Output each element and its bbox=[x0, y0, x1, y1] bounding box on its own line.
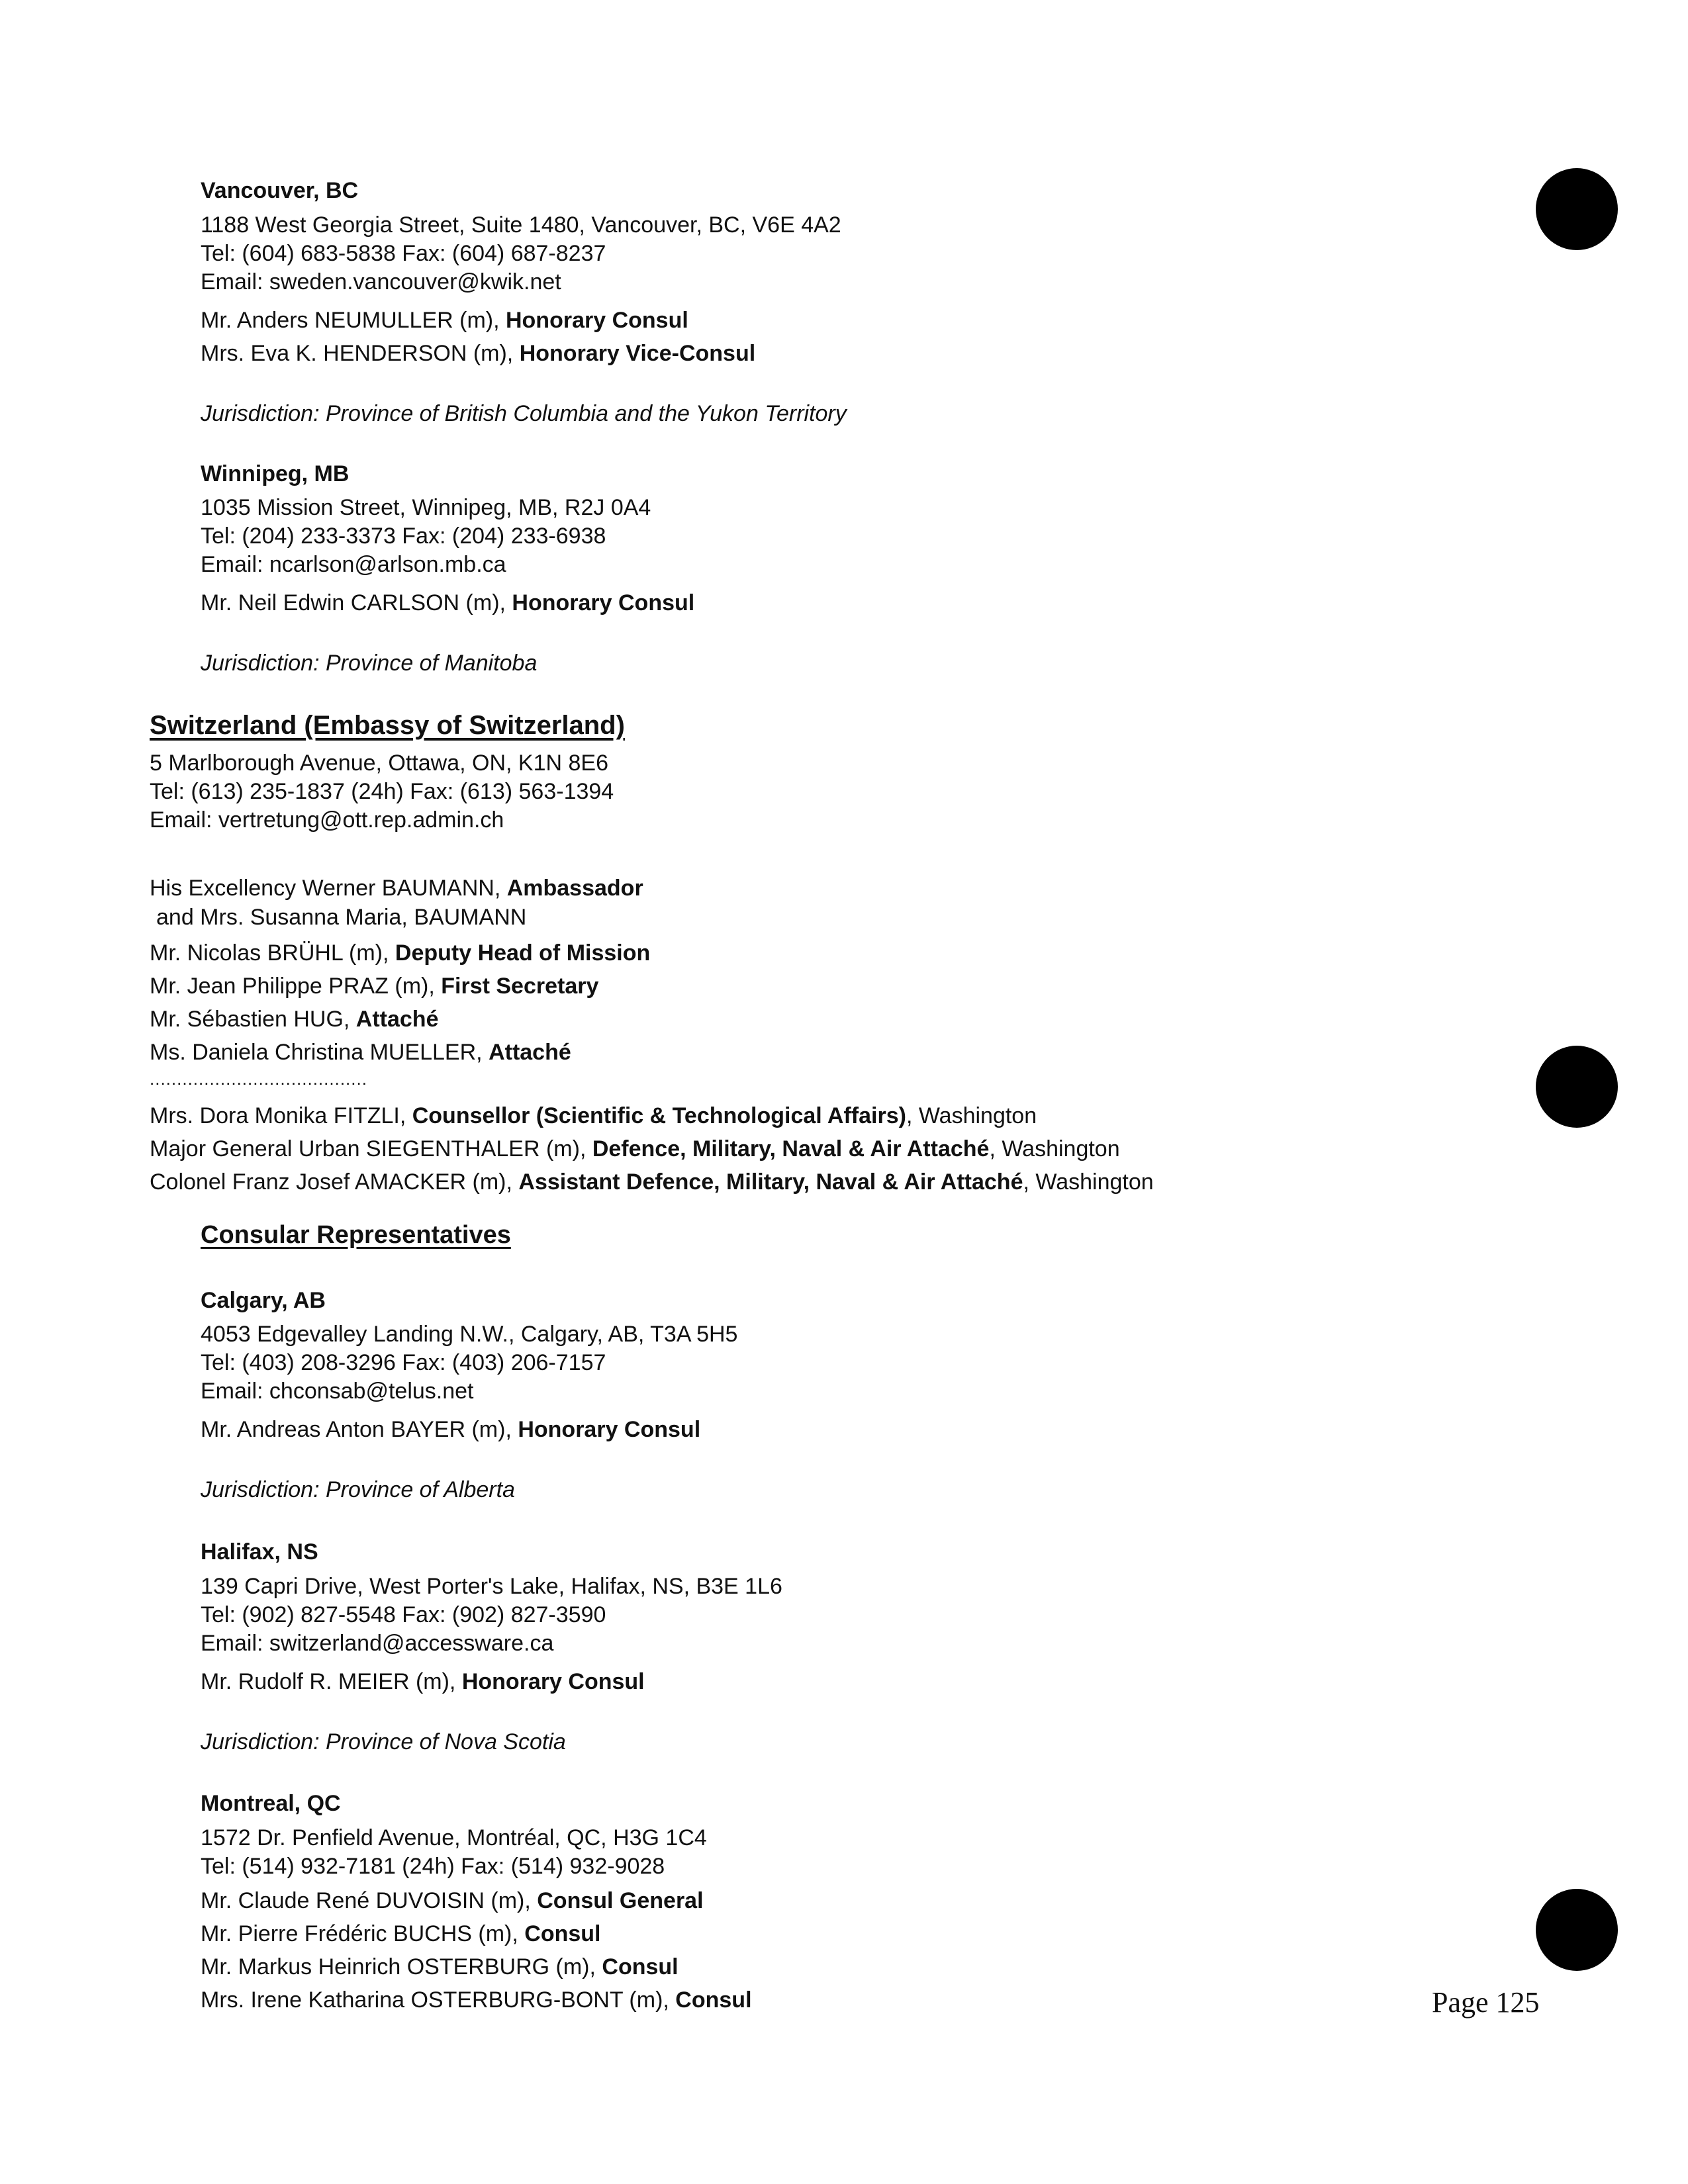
person-title: Honorary Consul bbox=[461, 1669, 645, 1694]
phone-montreal: Tel: (514) 932-7181 (24h) Fax: (514) 932-9028 bbox=[201, 1854, 665, 1879]
person-name: Mr. Anders NEUMULLER (m), bbox=[201, 308, 506, 333]
address-winnipeg: 1035 Mission Street, Winnipeg, MB, R2J 0A4 bbox=[201, 495, 651, 520]
person-line bbox=[201, 1954, 679, 1980]
person-name: Mr. Markus Heinrich OSTERBURG (m), bbox=[201, 1954, 602, 1979]
person-title: Counsellor (Scientific & Technological Affairs) bbox=[412, 1103, 906, 1128]
embassy-address: 5 Marlborough Avenue, Ottawa, ON, K1N 8E6 bbox=[150, 751, 608, 776]
person-name: Mr. Neil Edwin CARLSON (m), bbox=[201, 590, 512, 615]
punch-hole bbox=[1536, 168, 1618, 250]
email-halifax: Email: switzerland@accessware.ca bbox=[201, 1631, 554, 1656]
phone-vancouver: Tel: (604) 683-5838 Fax: (604) 687-8237 bbox=[201, 241, 606, 266]
person-name: Mr. Rudolf R. MEIER (m), bbox=[201, 1669, 462, 1694]
address-halifax: 139 Capri Drive, West Porter's Lake, Halifax, NS, B3E 1L6 bbox=[201, 1574, 782, 1599]
jurisdiction-halifax: Jurisdiction: Province of Nova Scotia bbox=[201, 1729, 566, 1754]
person-title: Assistant Defence, Military, Naval & Air Attaché bbox=[518, 1169, 1023, 1195]
person-location: , Washington bbox=[906, 1103, 1037, 1128]
person-line bbox=[201, 1888, 704, 1914]
person-line bbox=[201, 1416, 700, 1443]
punch-hole bbox=[1536, 1046, 1618, 1128]
person-name: Mrs. Dora Monika FITZLI, bbox=[150, 1103, 412, 1128]
person-line bbox=[201, 1921, 600, 1947]
person-title: Consul General bbox=[537, 1888, 704, 1913]
person-name: Mr. Andreas Anton BAYER (m), bbox=[201, 1417, 518, 1442]
punch-hole bbox=[1536, 1889, 1618, 1971]
page-number: Page 125 bbox=[1432, 1986, 1540, 2019]
city-heading-vancouver: Vancouver, BC bbox=[201, 178, 359, 203]
person-location: , Washington bbox=[1023, 1169, 1154, 1195]
phone-calgary: Tel: (403) 208-3296 Fax: (403) 206-7157 bbox=[201, 1350, 606, 1375]
person-line bbox=[201, 307, 688, 334]
person-title: First Secretary bbox=[441, 974, 599, 999]
person-title: Consul bbox=[602, 1954, 679, 1979]
person-title: Deputy Head of Mission bbox=[395, 940, 651, 966]
person-name: His Excellency Werner BAUMANN, bbox=[150, 876, 507, 901]
person-name: Mrs. Irene Katharina OSTERBURG-BONT (m), bbox=[201, 1987, 676, 2013]
person-line bbox=[201, 340, 755, 367]
email-calgary: Email: chconsab@telus.net bbox=[201, 1379, 474, 1404]
address-calgary: 4053 Edgevalley Landing N.W., Calgary, AB, T3A 5H5 bbox=[201, 1322, 738, 1347]
city-heading-winnipeg: Winnipeg, MB bbox=[201, 461, 350, 486]
ambassador-spouse: and Mrs. Susanna Maria, BAUMANN bbox=[156, 905, 527, 930]
person-name: Mr. Jean Philippe PRAZ (m), bbox=[150, 974, 442, 999]
jurisdiction-vancouver: Jurisdiction: Province of British Columbia and the Yukon Territory bbox=[201, 401, 847, 426]
staff-line bbox=[150, 973, 598, 999]
washington-staff-line bbox=[150, 1169, 1154, 1195]
staff-line bbox=[150, 940, 650, 966]
phone-halifax: Tel: (902) 827-5548 Fax: (902) 827-3590 bbox=[201, 1602, 606, 1627]
person-title: Defence, Military, Naval & Air Attaché bbox=[592, 1136, 990, 1161]
washington-staff-line bbox=[150, 1136, 1120, 1162]
person-name: Mr. Sébastien HUG, bbox=[150, 1007, 356, 1032]
person-title: Attaché bbox=[489, 1040, 571, 1065]
staff-line bbox=[150, 1006, 438, 1032]
person-title: Consul bbox=[524, 1921, 601, 1946]
address-vancouver: 1188 West Georgia Street, Suite 1480, Vancouver, BC, V6E 4A2 bbox=[201, 212, 841, 238]
city-heading-halifax: Halifax, NS bbox=[201, 1539, 318, 1565]
person-title: Honorary Consul bbox=[505, 308, 688, 333]
separator-dots: ........................................ bbox=[150, 1069, 367, 1089]
person-line bbox=[201, 1668, 645, 1695]
person-name: Mr. Nicolas BRÜHL (m), bbox=[150, 940, 395, 966]
person-title: Consul bbox=[675, 1987, 752, 2013]
person-title: Honorary Consul bbox=[518, 1417, 701, 1442]
section-heading-consular: Consular Representatives bbox=[201, 1221, 511, 1249]
staff-line bbox=[150, 1039, 571, 1066]
country-heading-switzerland: Switzerland (Embassy of Switzerland) bbox=[150, 711, 625, 740]
embassy-email: Email: vertretung@ott.rep.admin.ch bbox=[150, 807, 504, 833]
address-montreal: 1572 Dr. Penfield Avenue, Montréal, QC, H3G 1C4 bbox=[201, 1825, 707, 1850]
embassy-phone: Tel: (613) 235-1837 (24h) Fax: (613) 563-1394 bbox=[150, 779, 614, 804]
phone-winnipeg: Tel: (204) 233-3373 Fax: (204) 233-6938 bbox=[201, 523, 606, 549]
person-title: Attaché bbox=[355, 1007, 439, 1032]
person-title: Honorary Consul bbox=[512, 590, 695, 615]
person-title: Honorary Vice-Consul bbox=[519, 341, 756, 366]
person-name: Colonel Franz Josef AMACKER (m), bbox=[150, 1169, 519, 1195]
city-heading-montreal: Montreal, QC bbox=[201, 1791, 341, 1816]
person-name: Ms. Daniela Christina MUELLER, bbox=[150, 1040, 489, 1065]
jurisdiction-calgary: Jurisdiction: Province of Alberta bbox=[201, 1477, 515, 1502]
email-vancouver: Email: sweden.vancouver@kwik.net bbox=[201, 269, 561, 295]
city-heading-calgary: Calgary, AB bbox=[201, 1288, 326, 1313]
person-line bbox=[201, 590, 694, 616]
person-name: Major General Urban SIEGENTHALER (m), bbox=[150, 1136, 592, 1161]
ambassador-line bbox=[150, 875, 643, 901]
person-location: , Washington bbox=[989, 1136, 1120, 1161]
person-title: Ambassador bbox=[506, 876, 643, 901]
person-name: Mr. Claude René DUVOISIN (m), bbox=[201, 1888, 538, 1913]
person-name: Mrs. Eva K. HENDERSON (m), bbox=[201, 341, 520, 366]
person-name: Mr. Pierre Frédéric BUCHS (m), bbox=[201, 1921, 525, 1946]
jurisdiction-winnipeg: Jurisdiction: Province of Manitoba bbox=[201, 651, 538, 676]
email-winnipeg: Email: ncarlson@arlson.mb.ca bbox=[201, 552, 506, 577]
person-line bbox=[201, 1987, 752, 2013]
washington-staff-line bbox=[150, 1103, 1037, 1129]
